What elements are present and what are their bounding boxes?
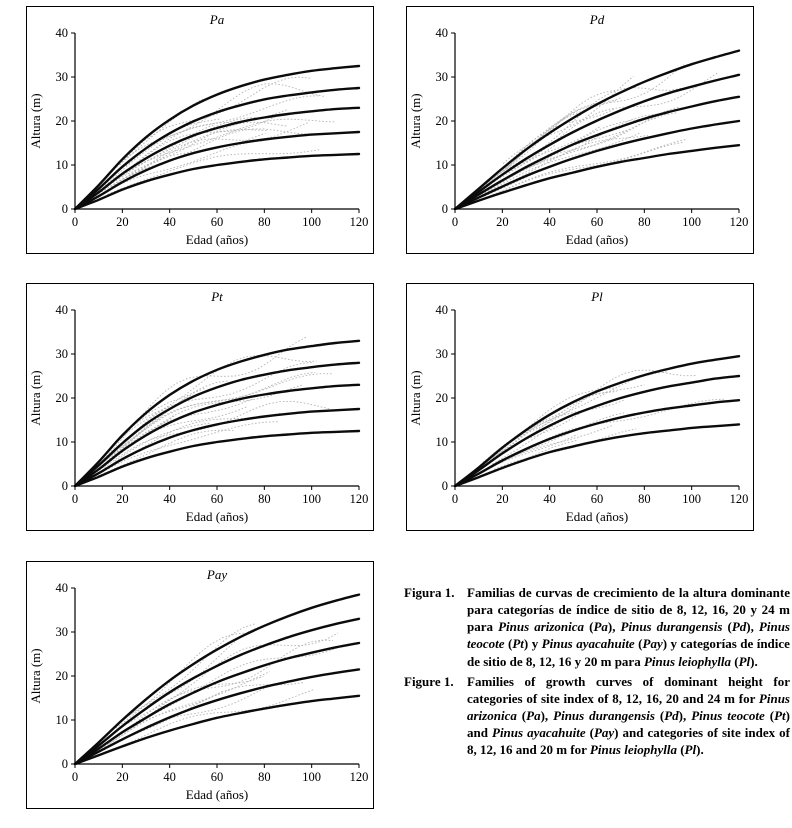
- x-tick-label: 60: [210, 492, 224, 506]
- species-name: Pa: [593, 619, 608, 635]
- chart-title: Pay: [206, 567, 228, 582]
- chart-panel-pa: [26, 6, 374, 254]
- x-tick-label: 120: [349, 492, 369, 506]
- observed-trajectory: [82, 406, 248, 481]
- x-axis-label: Edad (años): [565, 509, 629, 524]
- growth-curve-si-16: [75, 643, 359, 764]
- x-tick-label: 40: [543, 492, 556, 506]
- chart-canvas: [27, 7, 373, 253]
- x-tick-label: 20: [496, 492, 509, 506]
- x-tick-label: 80: [638, 215, 651, 229]
- species-name: Pinus arizonica: [467, 690, 790, 724]
- x-tick-label: 100: [302, 770, 322, 784]
- caption-text: (: [676, 742, 685, 758]
- y-tick-label: 20: [55, 114, 68, 128]
- chart-title: Pd: [589, 12, 605, 27]
- species-name: Pinus leiophylla: [589, 742, 677, 758]
- caption-text: ) y categorías de índice de sitio de 8, 12, 16 y 20 m para: [467, 636, 790, 669]
- observed-trajectory: [499, 399, 724, 463]
- chart-panel-pt: [26, 283, 374, 531]
- x-tick-label: 20: [116, 215, 129, 229]
- y-tick-label: 10: [435, 158, 448, 172]
- y-tick-label: 10: [55, 435, 68, 449]
- species-name: Pay: [642, 636, 663, 652]
- caption-text: ),: [540, 708, 554, 724]
- caption-text: ),: [607, 619, 621, 635]
- x-tick-label: 20: [116, 492, 129, 506]
- caption-text: (: [584, 619, 594, 635]
- caption-text: ),: [746, 619, 759, 635]
- species-name: Pl: [738, 653, 751, 669]
- x-tick-label: 60: [590, 215, 604, 229]
- caption-text: ) and: [467, 708, 790, 741]
- x-tick-label: 40: [163, 492, 176, 506]
- x-tick-label: 120: [349, 770, 369, 784]
- figure-caption: [404, 584, 790, 762]
- species-name: Pinus leiophylla: [643, 653, 731, 669]
- caption-text: (: [504, 636, 513, 652]
- chart-canvas: [407, 7, 753, 253]
- chart-panel-pd: [406, 6, 754, 254]
- y-tick-label: 40: [55, 581, 68, 595]
- y-tick-label: 40: [435, 303, 448, 317]
- growth-curve-si-8: [75, 154, 359, 209]
- y-tick-label: 10: [435, 435, 448, 449]
- chart-canvas: [407, 284, 753, 530]
- caption-label: Figura 1.: [404, 585, 455, 600]
- species-name: Pl: [684, 742, 697, 758]
- y-tick-label: 0: [441, 202, 448, 216]
- x-axis-label: Edad (años): [185, 787, 249, 802]
- y-tick-label: 0: [441, 479, 448, 493]
- caption-text: ) y: [523, 636, 542, 652]
- caption-text: (: [764, 708, 775, 724]
- species-name: Pinus ayacahuite: [541, 636, 635, 652]
- y-tick-label: 40: [435, 26, 448, 40]
- growth-curve-si-16: [75, 385, 359, 486]
- y-tick-label: 20: [435, 114, 448, 128]
- caption-label: Figure 1.: [404, 673, 454, 689]
- observed-trajectory: [127, 682, 305, 737]
- caption-text: (: [634, 636, 643, 652]
- observed-trajectory: [81, 337, 306, 480]
- x-tick-label: 120: [729, 215, 749, 229]
- caption-text: (: [731, 653, 739, 669]
- x-axis-label: Edad (años): [565, 232, 629, 247]
- y-tick-label: 40: [55, 26, 68, 40]
- species-name: Pinus durangensis: [620, 619, 723, 635]
- x-tick-label: 100: [682, 492, 702, 506]
- species-name: Pt: [512, 636, 524, 652]
- species-name: Pinus durangensis: [553, 708, 655, 724]
- x-tick-label: 60: [210, 770, 224, 784]
- y-tick-label: 30: [435, 70, 448, 84]
- observed-trajectory: [78, 385, 303, 484]
- chart-canvas: [27, 562, 373, 808]
- chart-title: Pl: [591, 289, 603, 304]
- chart-title: Pa: [209, 12, 225, 27]
- caption-text: (: [722, 619, 732, 635]
- x-tick-label: 40: [543, 215, 556, 229]
- chart-canvas: [27, 284, 373, 530]
- y-tick-label: 30: [55, 625, 68, 639]
- y-axis-label: Altura (m): [28, 370, 43, 426]
- x-tick-label: 60: [590, 492, 604, 506]
- y-tick-label: 30: [55, 70, 68, 84]
- species-name: Pinus arizonica: [498, 619, 585, 635]
- species-name: Pinus ayacahuite: [492, 725, 586, 741]
- y-axis-label: Altura (m): [28, 648, 43, 704]
- x-tick-label: 20: [116, 770, 129, 784]
- x-tick-label: 40: [163, 770, 176, 784]
- caption-text: ).: [696, 742, 704, 758]
- x-tick-label: 0: [71, 770, 79, 784]
- growth-curve-si-12: [455, 400, 739, 486]
- y-axis-label: Altura (m): [408, 370, 423, 426]
- caption-text: Familias de curvas de crecimiento de la altura dominante para categorías de índice de sitio de 8, 12, 16, 20 y 24 m para: [467, 585, 790, 635]
- species-name: Pa: [526, 708, 541, 724]
- x-tick-label: 120: [729, 492, 749, 506]
- observed-trajectory: [87, 122, 288, 200]
- observed-trajectory: [122, 77, 311, 162]
- x-axis-label: Edad (años): [185, 232, 249, 247]
- caption-text: Families of growth curves of dominant height for categories of site index of 8, 12, 16, 20 and 24 m for: [467, 673, 790, 706]
- y-tick-label: 0: [61, 479, 68, 493]
- y-tick-label: 20: [435, 391, 448, 405]
- species-name: Pinus teocote: [691, 708, 765, 724]
- caption-text: ) and categories of site index of 8, 12, 16 and 20 m for: [467, 725, 790, 758]
- x-axis-label: Edad (años): [185, 509, 249, 524]
- y-tick-label: 10: [55, 713, 68, 727]
- x-tick-label: 120: [349, 215, 369, 229]
- x-tick-label: 100: [302, 215, 322, 229]
- y-tick-label: 20: [55, 669, 68, 683]
- species-name: Pd: [664, 708, 679, 724]
- growth-curve-si-24: [75, 341, 359, 486]
- y-axis-label: Altura (m): [28, 93, 43, 149]
- chart-title: Pt: [211, 289, 223, 304]
- y-tick-label: 0: [61, 757, 68, 771]
- y-tick-label: 20: [55, 391, 68, 405]
- x-tick-label: 0: [451, 215, 459, 229]
- x-tick-label: 80: [638, 492, 651, 506]
- x-tick-label: 40: [163, 215, 176, 229]
- y-tick-label: 0: [61, 202, 68, 216]
- y-tick-label: 30: [435, 347, 448, 361]
- caption-text: ).: [750, 653, 758, 669]
- x-tick-label: 80: [258, 492, 271, 506]
- species-name: Pinus teocote: [467, 619, 790, 652]
- x-tick-label: 100: [682, 215, 702, 229]
- x-tick-label: 0: [71, 492, 79, 506]
- x-tick-label: 0: [71, 215, 79, 229]
- chart-panel-pay: [26, 561, 374, 809]
- species-name: Pay: [593, 725, 615, 741]
- species-name: Pd: [731, 619, 747, 635]
- chart-panel-pl: [406, 283, 754, 531]
- y-tick-label: 10: [55, 158, 68, 172]
- caption-text: (: [585, 725, 594, 741]
- caption-text: (: [516, 708, 527, 724]
- observed-trajectory: [506, 65, 684, 169]
- x-tick-label: 0: [451, 492, 459, 506]
- y-axis-label: Altura (m): [408, 93, 423, 149]
- caption-text: ),: [678, 708, 692, 724]
- caption-text: (: [654, 708, 665, 724]
- caption-spanish: [404, 584, 790, 670]
- x-tick-label: 80: [258, 770, 271, 784]
- x-tick-label: 80: [258, 215, 271, 229]
- x-tick-label: 60: [210, 215, 224, 229]
- observed-trajectory: [475, 392, 617, 473]
- x-tick-label: 100: [302, 492, 322, 506]
- caption-english: [404, 673, 790, 759]
- x-tick-label: 20: [496, 215, 509, 229]
- y-tick-label: 40: [55, 303, 68, 317]
- observed-trajectory: [483, 370, 696, 462]
- species-name: Pt: [774, 708, 786, 724]
- y-tick-label: 30: [55, 347, 68, 361]
- observed-trajectory: [118, 123, 307, 185]
- observed-trajectory: [113, 115, 279, 182]
